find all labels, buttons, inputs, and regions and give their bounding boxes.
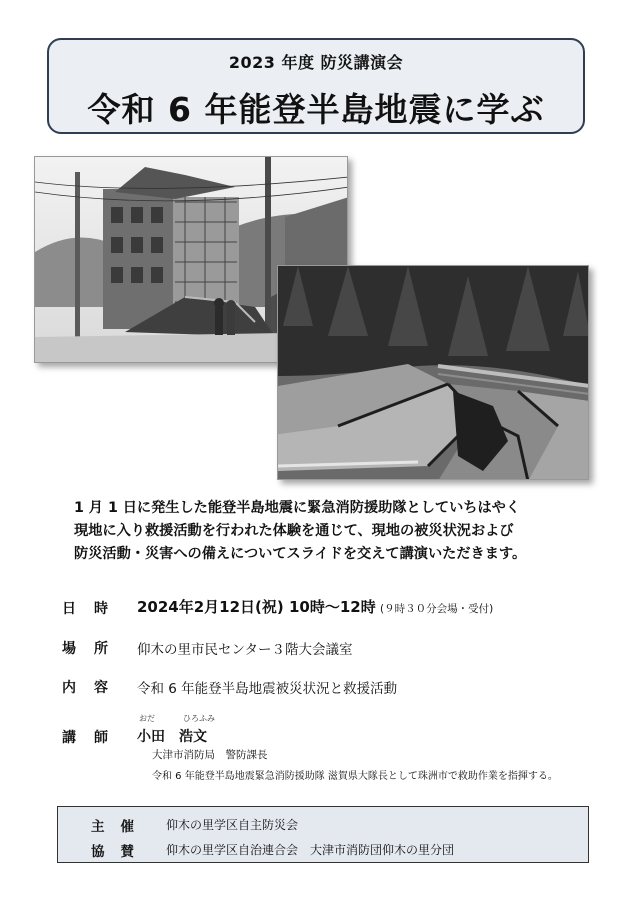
lecturer-career: 令和 6 年能登半島地震緊急消防援助隊 滋賀県大隊長として珠洲市で救助作業を指揮する。 xyxy=(152,771,558,782)
support-value: 仰木の里学区自治連合会 大津市消防団仰木の里分団 xyxy=(166,843,455,857)
date-value: 2024年2月12日(祝) 10時～12時 xyxy=(137,598,376,616)
lecturer-ruby-surname: おだ xyxy=(139,714,155,723)
date-row xyxy=(137,596,493,617)
date-note: (９時３０分会場・受付) xyxy=(380,603,494,615)
organizers-box xyxy=(57,806,589,863)
event-title: 令和 6 年能登半島地震に学ぶ xyxy=(87,90,545,129)
content-value: 令和 6 年能登半島地震被災状況と救援活動 xyxy=(137,681,398,697)
cracked-road-photo xyxy=(277,265,589,480)
date-label: 日時 xyxy=(62,601,126,617)
intro-line: 防災活動・災害への備えについてスライドを交えて講演いただきます。 xyxy=(74,546,527,562)
content-label: 内容 xyxy=(62,680,126,696)
intro-paragraph xyxy=(74,497,604,566)
title-box xyxy=(47,38,585,134)
host-label: 主催 xyxy=(91,819,150,835)
intro-line: 1 月 1 日に発生した能登半島地震に緊急消防援助隊としていちはやく xyxy=(74,500,521,516)
lecturer-name: 小田 浩文 xyxy=(137,729,207,745)
lecturer-ruby-given: ひろふみ xyxy=(183,714,215,723)
lecturer-affiliation: 大津市消防局 警防課長 xyxy=(152,749,268,761)
event-subtitle: 2023 年度 防災講演会 xyxy=(228,53,404,72)
venue-label: 場所 xyxy=(62,641,126,657)
lecturer-label: 講師 xyxy=(62,730,126,746)
host-value: 仰木の里学区自主防災会 xyxy=(166,818,299,832)
venue-value: 仰木の里市民センター３階大会議室 xyxy=(137,642,353,658)
support-label: 協賛 xyxy=(91,844,150,860)
intro-line: 現地に入り救援活動を行われた体験を通じて、現地の被災状況および xyxy=(74,523,514,539)
